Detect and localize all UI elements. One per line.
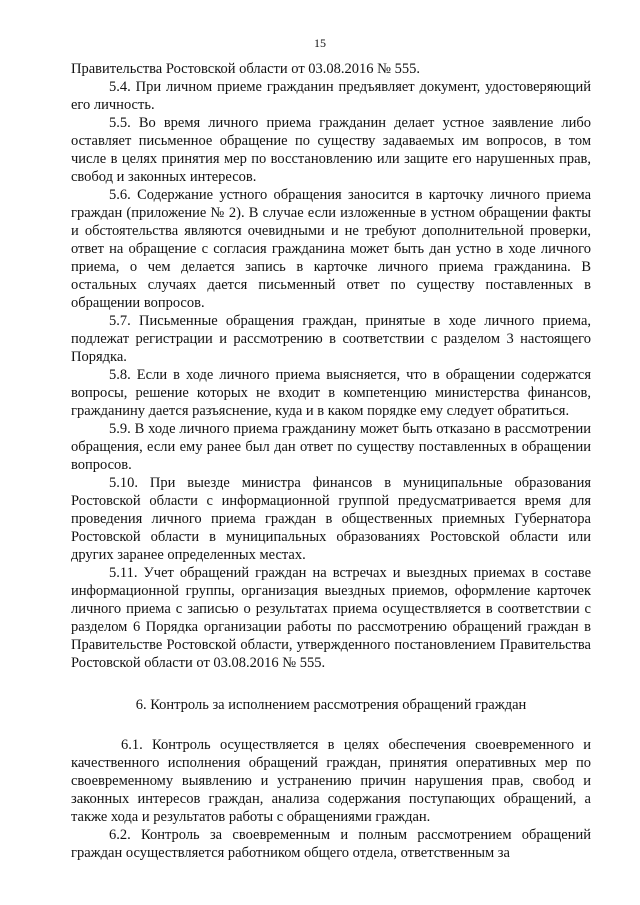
paragraph-5-11: 5.11. Учет обращений граждан на встречах и выездных приемах в составе информационной группы, организация выездных приемов, оформление карточек личного приема с записью о результатах приема осуществляется в соответствии с разделом 6 Порядка организации работы по рассмотрению обращений граждан в Правительстве Ростовской области, утвержденного постановлением Правительства Ростовской области от 03.08.2016 № 555. (71, 565, 591, 671)
paragraph-6-1: 6.1. Контроль осуществляется в целях обеспечения своевременного и качественного исполнения обращений граждан, принятия оперативных мер по своевременному выявлению и устранению причин нарушения прав, свобод и законных интересов граждан, анализа содержания поступающих обращений, а также хода и результатов работы с обращениями граждан. (71, 737, 591, 825)
paragraph-continuation: Правительства Ростовской области от 03.08.2016 № 555. (71, 61, 420, 77)
paragraph-5-5: 5.5. Во время личного приема гражданин делает устное заявление либо оставляет письменное обращение по существу задаваемых им вопросов, в том числе в целях принятия мер по восстановлению или защите его нарушенных прав, свобод и законных интересов. (71, 115, 591, 185)
paragraph-5-4: 5.4. При личном приеме гражданин предъявляет документ, удостоверяющий его личность. (71, 79, 591, 113)
page-number: 15 (314, 36, 326, 50)
paragraph-5-8: 5.8. Если в ходе личного приема выясняется, что в обращении содержатся вопросы, решение которых не входит в компетенцию министерства финансов, гражданину дается разъяснение, куда и в каком порядке ему следует обратиться. (71, 367, 591, 419)
paragraph-5-7: 5.7. Письменные обращения граждан, принятые в ходе личного приема, подлежат регистрации и рассмотрению в соответствии с разделом 3 настоящего Порядка. (71, 313, 591, 365)
paragraph-5-9: 5.9. В ходе личного приема гражданину может быть отказано в рассмотрении обращения, если ему ранее был дан ответ по существу поставленных в обращении вопросов. (71, 421, 591, 473)
paragraph-5-6: 5.6. Содержание устного обращения заносится в карточку личного приема граждан (приложение № 2). В случае если изложенные в устном обращении факты и обстоятельства являются очевидными и не требуют дополнительной проверки, ответ на обращение с согласия гражданина может быть дан устно в ходе личного приема, о чем делается запись в карточке личного приема гражданина. В остальных случаях дается письменный ответ по существу поставленных в обращении вопросов. (71, 187, 591, 311)
paragraph-6-2: 6.2. Контроль за своевременным и полным рассмотрением обращений граждан осуществляется работником общего отдела, ответственным за (71, 827, 591, 861)
document-body (71, 60, 591, 862)
section-heading-6: 6. Контроль за исполнением рассмотрения обращений граждан (135, 697, 527, 713)
paragraph-5-10: 5.10. При выезде министра финансов в муниципальные образования Ростовской области с информационной группой предусматривается время для проведения личного приема граждан в общественных приемных Губернатора Ростовской области в муниципальных образованиях Ростовской области или других заранее определенных местах. (71, 475, 591, 563)
